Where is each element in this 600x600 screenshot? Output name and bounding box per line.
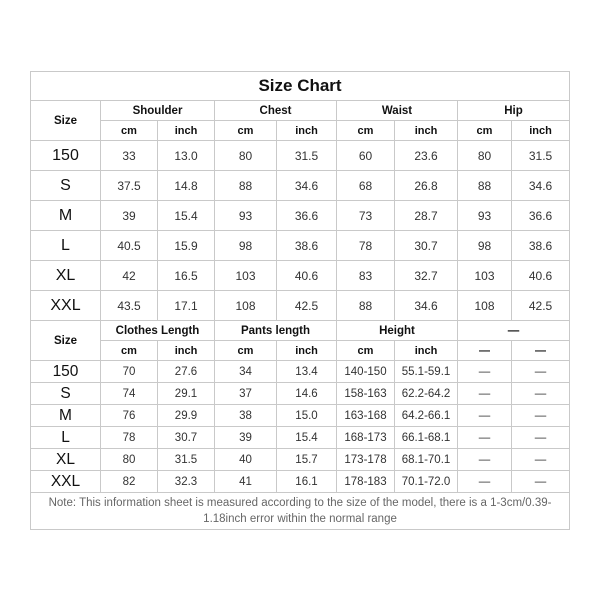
table-row <box>31 361 570 383</box>
table-cell: 108 <box>458 291 512 321</box>
table-cell: 64.2-66.1 <box>395 405 458 427</box>
upper-unit-header: inch <box>512 121 570 141</box>
size-label: M <box>31 201 101 231</box>
table-cell: 15.7 <box>277 449 337 471</box>
table-cell: 16.1 <box>277 471 337 493</box>
table-row <box>31 171 570 201</box>
upper-group-header: Waist <box>337 101 458 121</box>
table-cell: 16.5 <box>158 261 215 291</box>
table-cell: — <box>512 449 570 471</box>
upper-unit-header: cm <box>215 121 277 141</box>
size-label: 150 <box>31 361 101 383</box>
lower-group-header-row <box>31 321 570 341</box>
table-cell: 74 <box>101 383 158 405</box>
upper-group-header-row <box>31 101 570 121</box>
table-cell: — <box>512 383 570 405</box>
table-cell: 78 <box>337 231 395 261</box>
table-cell: 98 <box>458 231 512 261</box>
table-cell: 40.5 <box>101 231 158 261</box>
table-cell: 173-178 <box>337 449 395 471</box>
table-cell: 29.9 <box>158 405 215 427</box>
table-cell: 15.9 <box>158 231 215 261</box>
table-row <box>31 201 570 231</box>
table-cell: 55.1-59.1 <box>395 361 458 383</box>
upper-unit-header-row <box>31 121 570 141</box>
table-cell: 13.0 <box>158 141 215 171</box>
table-cell: — <box>512 471 570 493</box>
table-cell: 80 <box>458 141 512 171</box>
table-row <box>31 449 570 471</box>
table-cell: 80 <box>101 449 158 471</box>
size-label: S <box>31 383 101 405</box>
table-cell: 88 <box>215 171 277 201</box>
table-cell: 15.0 <box>277 405 337 427</box>
table-cell: 31.5 <box>158 449 215 471</box>
table-cell: 31.5 <box>277 141 337 171</box>
table-cell: 98 <box>215 231 277 261</box>
lower-group-header: Pants length <box>215 321 337 341</box>
table-cell: 32.3 <box>158 471 215 493</box>
lower-unit-header: cm <box>101 341 158 361</box>
size-label: M <box>31 405 101 427</box>
table-cell: — <box>458 361 512 383</box>
table-cell: 42.5 <box>512 291 570 321</box>
table-cell: 30.7 <box>395 231 458 261</box>
table-cell: 29.1 <box>158 383 215 405</box>
chart-title: Size Chart <box>31 72 570 101</box>
table-cell: 70.1-72.0 <box>395 471 458 493</box>
table-cell: 36.6 <box>512 201 570 231</box>
table-cell: 13.4 <box>277 361 337 383</box>
lower-unit-header: — <box>512 341 570 361</box>
lower-group-header: Clothes Length <box>101 321 215 341</box>
lower-unit-header: cm <box>215 341 277 361</box>
table-cell: 108 <box>215 291 277 321</box>
size-label: XL <box>31 449 101 471</box>
table-cell: — <box>458 383 512 405</box>
table-row <box>31 291 570 321</box>
table-row <box>31 383 570 405</box>
table-cell: 70 <box>101 361 158 383</box>
lower-group-header: — <box>458 321 570 341</box>
upper-unit-header: inch <box>395 121 458 141</box>
table-cell: 30.7 <box>158 427 215 449</box>
table-row <box>31 231 570 261</box>
table-row <box>31 141 570 171</box>
table-cell: 76 <box>101 405 158 427</box>
table-cell: 31.5 <box>512 141 570 171</box>
table-cell: 23.6 <box>395 141 458 171</box>
table-cell: 78 <box>101 427 158 449</box>
upper-group-header: Chest <box>215 101 337 121</box>
table-cell: 68 <box>337 171 395 201</box>
table-cell: — <box>512 427 570 449</box>
upper-size-header: Size <box>31 101 101 141</box>
table-cell: 88 <box>458 171 512 201</box>
upper-unit-header: inch <box>158 121 215 141</box>
lower-unit-header: inch <box>158 341 215 361</box>
table-cell: 33 <box>101 141 158 171</box>
lower-unit-header: inch <box>277 341 337 361</box>
table-cell: 80 <box>215 141 277 171</box>
table-cell: 40.6 <box>277 261 337 291</box>
upper-unit-header: cm <box>101 121 158 141</box>
lower-unit-header: inch <box>395 341 458 361</box>
table-cell: 158-163 <box>337 383 395 405</box>
table-cell: 42.5 <box>277 291 337 321</box>
table-cell: 60 <box>337 141 395 171</box>
table-cell: — <box>512 405 570 427</box>
table-cell: 32.7 <box>395 261 458 291</box>
note-text: Note: This information sheet is measured according to the size of the model, there is a 1-3cm/0.39-1.18inch error within the normal range <box>31 493 570 530</box>
size-chart-table <box>30 71 570 530</box>
size-chart <box>30 71 569 530</box>
table-cell: 34.6 <box>395 291 458 321</box>
table-cell: 43.5 <box>101 291 158 321</box>
upper-group-header: Shoulder <box>101 101 215 121</box>
table-cell: 28.7 <box>395 201 458 231</box>
table-cell: 41 <box>215 471 277 493</box>
table-cell: 103 <box>215 261 277 291</box>
table-cell: 38.6 <box>512 231 570 261</box>
size-label: S <box>31 171 101 201</box>
table-cell: 40.6 <box>512 261 570 291</box>
size-label: XXL <box>31 291 101 321</box>
table-cell: — <box>512 361 570 383</box>
table-cell: 38 <box>215 405 277 427</box>
table-row <box>31 261 570 291</box>
table-cell: 83 <box>337 261 395 291</box>
table-cell: 37 <box>215 383 277 405</box>
table-cell: 93 <box>458 201 512 231</box>
table-cell: 93 <box>215 201 277 231</box>
table-cell: 14.6 <box>277 383 337 405</box>
lower-size-header: Size <box>31 321 101 361</box>
table-cell: 68.1-70.1 <box>395 449 458 471</box>
table-cell: 40 <box>215 449 277 471</box>
table-cell: 88 <box>337 291 395 321</box>
table-cell: 36.6 <box>277 201 337 231</box>
lower-unit-header: — <box>458 341 512 361</box>
size-label: L <box>31 231 101 261</box>
table-cell: 39 <box>215 427 277 449</box>
table-cell: — <box>458 471 512 493</box>
table-cell: 26.8 <box>395 171 458 201</box>
size-label: L <box>31 427 101 449</box>
upper-group-header: Hip <box>458 101 570 121</box>
table-cell: 168-173 <box>337 427 395 449</box>
table-cell: 15.4 <box>158 201 215 231</box>
table-cell: 66.1-68.1 <box>395 427 458 449</box>
table-cell: 178-183 <box>337 471 395 493</box>
table-cell: 15.4 <box>277 427 337 449</box>
lower-group-header: Height <box>337 321 458 341</box>
table-cell: 27.6 <box>158 361 215 383</box>
table-cell: — <box>458 449 512 471</box>
table-row <box>31 427 570 449</box>
table-cell: — <box>458 405 512 427</box>
upper-unit-header: cm <box>458 121 512 141</box>
table-cell: 38.6 <box>277 231 337 261</box>
size-label: XL <box>31 261 101 291</box>
table-row <box>31 405 570 427</box>
lower-unit-header: cm <box>337 341 395 361</box>
table-cell: 14.8 <box>158 171 215 201</box>
table-cell: 73 <box>337 201 395 231</box>
table-cell: 103 <box>458 261 512 291</box>
upper-unit-header: cm <box>337 121 395 141</box>
size-label: XXL <box>31 471 101 493</box>
table-cell: 34.6 <box>512 171 570 201</box>
table-cell: 82 <box>101 471 158 493</box>
table-cell: 17.1 <box>158 291 215 321</box>
table-cell: 39 <box>101 201 158 231</box>
upper-unit-header: inch <box>277 121 337 141</box>
table-cell: 62.2-64.2 <box>395 383 458 405</box>
table-row <box>31 471 570 493</box>
table-cell: 34.6 <box>277 171 337 201</box>
table-cell: 140-150 <box>337 361 395 383</box>
table-cell: 37.5 <box>101 171 158 201</box>
table-cell: — <box>458 427 512 449</box>
lower-unit-header-row <box>31 341 570 361</box>
table-cell: 34 <box>215 361 277 383</box>
table-cell: 42 <box>101 261 158 291</box>
note-row <box>31 493 570 530</box>
size-label: 150 <box>31 141 101 171</box>
table-cell: 163-168 <box>337 405 395 427</box>
